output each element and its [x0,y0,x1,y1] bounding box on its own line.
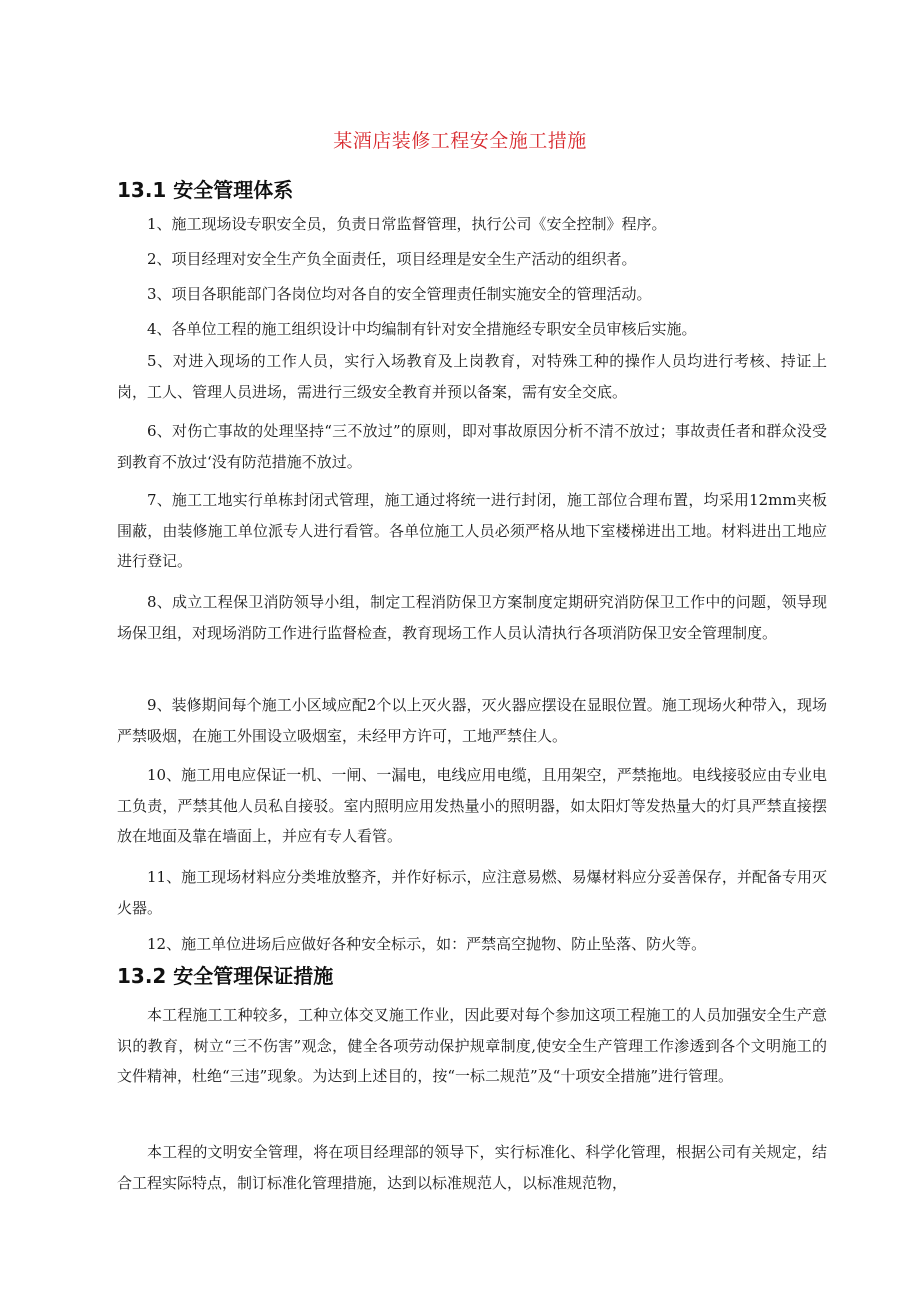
paragraph: 6、对伤亡事故的处理坚持“三不放过”的原则，即对事故原因分析不清不放过；事故责任者和群众没受到教育不放过‘没有防范措施不放过。 [117,422,827,471]
paragraph: 8、成立工程保卫消防领导小组，制定工程消防保卫方案制度定期研究消防保卫工作中的问题，领导现场保卫组，对现场消防工作进行监督检查，教育现场工作人员认清执行各项消防保卫安全管理制度。 [117,593,827,642]
section-heading-13-1: 13.1 安全管理体系 [117,178,294,202]
paragraph: 12、施工单位进场后应做好各种安全标示，如：严禁高空抛物、防止坠落、防火等。 [147,935,707,953]
paragraph: 10、施工用电应保证一机、一闸、一漏电，电线应用电缆，且用架空，严禁拖地。电线接驳应由专业电工负责，严禁其他人员私自接驳。室内照明应用发热量小的照明器，如太阳灯等发热量大的灯具严禁直接摆放在地面及靠在墙面上，并应有专人看管。 [117,766,827,845]
paragraph: 11、施工现场材料应分类堆放整齐，并作好标示，应注意易燃、易爆材料应分妥善保存，并配备专用灭火器。 [117,868,827,917]
paragraph: 本工程施工工种较多，工种立体交叉施工作业，因此要对每个参加这项工程施工的人员加强安全生产意识的教育，树立“三不伤害”观念，健全各项劳动保护规章制度,使安全生产管理工作渗透到各个文明施工的文件精神，杜绝“三违”现象。为达到上述目的，按“一标二规范”及“十项安全措施”进行管理。 [117,1006,827,1085]
paragraph: 2、项目经理对安全生产负全面责任，项目经理是安全生产活动的组织者。 [147,250,637,268]
section-heading-13-2: 13.2 安全管理保证措施 [117,964,334,988]
paragraph: 7、施工工地实行单栋封闭式管理，施工通过将统一进行封闭，施工部位合理布置，均采用12mm夹板围蔽，由装修施工单位派专人进行看管。各单位施工人员必须严格从地下室楼梯进出工地。材料进出工地应进行登记。 [117,491,827,570]
paragraph: 1、施工现场设专职安全员，负责日常监督管理，执行公司《安全控制》程序。 [147,215,667,233]
document-title: 某酒店装修工程安全施工措施 [333,130,587,152]
paragraph: 5、对进入现场的工作人员，实行入场教育及上岗教育，对特殊工种的操作人员均进行考核、持证上岗，工人、管理人员进场，需进行三级安全教育并预以备案，需有安全交底。 [117,352,827,401]
paragraph: 3、项目各职能部门各岗位均对各自的安全管理责任制实施安全的管理活动。 [147,285,652,303]
paragraph: 本工程的文明安全管理，将在项目经理部的领导下，实行标准化、科学化管理，根据公司有关规定，结合工程实际特点，制订标准化管理措施，达到以标准规范人，以标准规范物， [117,1143,827,1192]
paragraph: 9、装修期间每个施工小区域应配2个以上灭火器，灭火器应摆设在显眼位置。施工现场火种带入，现场严禁吸烟，在施工外围设立吸烟室，未经甲方许可，工地严禁住人。 [117,696,827,745]
paragraph: 4、各单位工程的施工组织设计中均编制有针对安全措施经专职安全员审核后实施。 [147,320,697,338]
